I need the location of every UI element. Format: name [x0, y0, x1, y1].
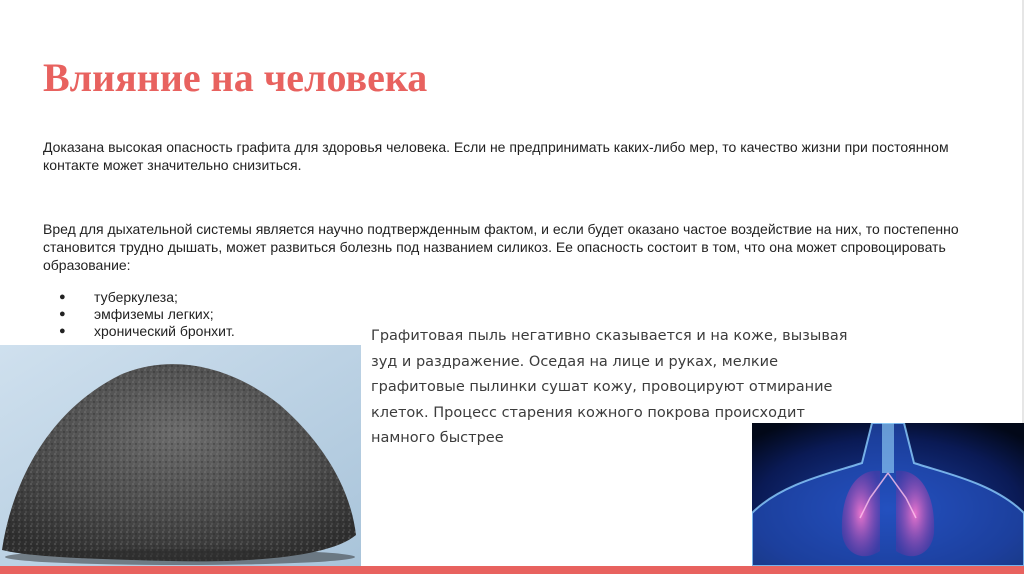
list-item — [43, 289, 235, 306]
skin-effects-text: Графитовая пыль негативно сказывается и на коже, вызывая зуд и раздражение. Оседая на лице и руках, мелкие графитовые пылинки сушат кожу, провоцируют отмирание клеток. Процесс старения кожного покрова происходит намного быстрее — [371, 328, 848, 446]
lungs-xray-image — [752, 423, 1024, 566]
accent-bar — [0, 566, 1024, 574]
respiratory-paragraph: Вред для дыхательной системы является научно подтвержденным фактом, и если будет оказано частое воздействие на них, то постепенно становится трудно дышать, может развиться болезнь под названием силикоз. Ее опасность состоит в том, что она может спровоцировать образование: — [43, 221, 959, 273]
bullet-icon: ● — [59, 308, 66, 320]
bullet-icon: ● — [59, 291, 66, 303]
bullet-icon: ● — [59, 325, 66, 337]
graphite-powder-image — [0, 345, 361, 566]
list-item-label: хронический бронхит. — [94, 323, 235, 339]
disease-list — [43, 289, 235, 340]
list-item-label: туберкулеза; — [94, 289, 178, 305]
list-item-label: эмфиземы легких; — [94, 306, 214, 322]
slide-title: Влияние на человека — [43, 55, 428, 100]
intro-paragraph: Доказана высокая опасность графита для здоровья человека. Если не предпринимать каких-либо мер, то качество жизни при постоянном контакте может значительно снизиться. — [43, 139, 949, 173]
list-item — [43, 306, 235, 323]
list-item — [43, 323, 235, 340]
